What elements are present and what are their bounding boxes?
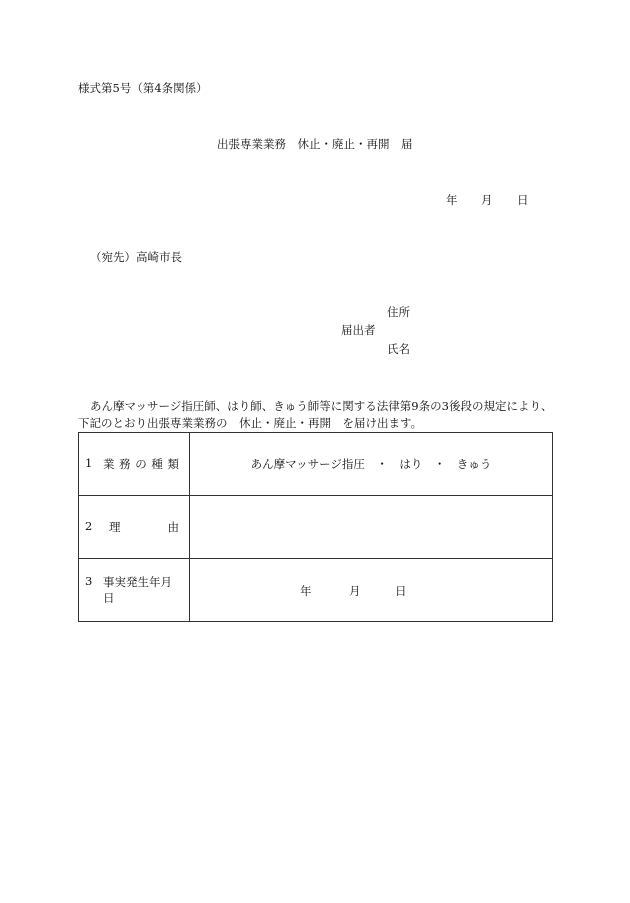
reason-value[interactable]: [190, 496, 553, 559]
occurrence-date-label-cell: [79, 559, 190, 622]
table-row-occurrence-date: [79, 559, 553, 622]
row-number: 1: [85, 456, 93, 470]
reason-label-cell: [79, 496, 190, 559]
label-char: 業: [103, 457, 115, 471]
body-text-line-1: あん摩マッサージ指圧師、はり師、きゅう師等に関する法律第9条の3後段の規定により、: [90, 399, 553, 413]
document-title: 出張専業業務 休止・廃止・再開 届: [217, 137, 413, 151]
table-row-business-type: [79, 433, 553, 496]
label-char: 種: [151, 457, 163, 471]
row-number: 2: [85, 519, 93, 533]
addressee: （宛先）高崎市長: [90, 250, 182, 264]
address-label: 住所: [387, 305, 410, 319]
table-date-month: 月: [349, 584, 361, 598]
row-number: 3: [85, 574, 93, 588]
label-text: 事実発生年月日: [103, 575, 172, 605]
date-day-label: 日: [517, 193, 529, 207]
body-text-line-2: 下記のとおり出張専業業務の 休止・廃止・再開 を届け出ます。: [78, 416, 423, 430]
business-type-value[interactable]: あん摩マッサージ指圧 ・ はり ・ きゅう: [190, 433, 553, 496]
date-month-label: 月: [481, 193, 493, 207]
label-char: 由: [167, 520, 179, 534]
table-row-reason: [79, 496, 553, 559]
label-char: 務: [119, 457, 131, 471]
form-number: 様式第5号（第4条関係）: [78, 81, 208, 95]
business-type-label-cell: [79, 433, 190, 496]
applicant-label: 届出者: [341, 323, 376, 337]
name-label: 氏名: [387, 342, 410, 356]
label-char: 理: [109, 520, 121, 534]
form-table: [78, 432, 553, 622]
occurrence-date-value[interactable]: [190, 559, 553, 622]
table-date-year: 年: [300, 584, 312, 598]
label-char: の: [135, 457, 147, 471]
label-char: 類: [167, 457, 179, 471]
date-year-label: 年: [446, 193, 458, 207]
table-date-day: 日: [395, 584, 407, 598]
